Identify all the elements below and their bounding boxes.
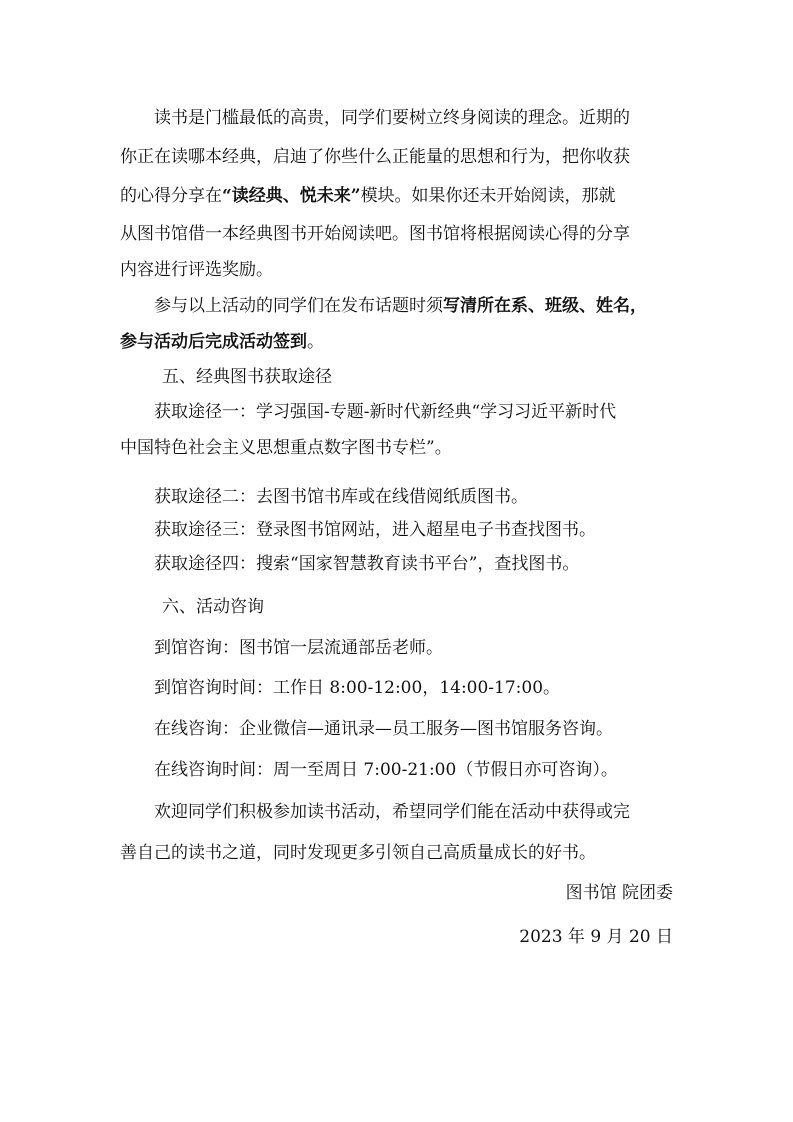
signature-date: 2023 年 9 月 20 日 [519,927,673,947]
consult-online-hours: 在线咨询时间：周一至周日 7:00-21:00（节假日亦可咨询）。 [154,760,618,780]
access-way-3: 获取途径三：登录图书馆网站，进入超星电子书查找图书。 [154,520,596,540]
access-way-1-line-1: 获取途径一：学习强国-专题-新时代新经典“学习习近平新时代 [154,402,617,422]
requirement-text: 参与活动后完成活动签到 [120,332,307,352]
section-5-heading: 五、经典图书获取途径 [162,367,332,387]
paragraph-1-text: 的心得分享在 [120,186,222,206]
paragraph-2-text: 。 [307,332,324,352]
paragraph-2-line-1 [120,294,680,318]
access-way-4: 获取途径四：搜索“国家智慧教育读书平台”，查找图书。 [154,554,580,574]
closing-line-1: 欢迎同学们积极参加读书活动，希望同学们能在活动中获得或完 [154,802,630,822]
paragraph-1-line-2: 你正在读哪本经典，启迪了你些什么正能量的思想和行为，把你收获 [120,147,630,167]
consult-in-person: 到馆咨询：图书馆一层流通部岳老师。 [154,638,443,658]
access-way-1-line-2: 中国特色社会主义思想重点数字图书专栏”。 [120,438,452,458]
paragraph-1-line-1: 读书是门槛最低的高贵，同学们要树立终身阅读的理念。近期的 [154,108,630,128]
paragraph-1-line-5: 内容进行评选奖励。 [120,260,273,280]
closing-line-2: 善自己的读书之道，同时发现更多引领自己高质量成长的好书。 [120,843,596,863]
module-name: “读经典、悦未来” [222,186,361,206]
paragraph-1-line-3 [120,184,680,208]
requirement-text: 写清所在系、班级、姓名， [443,296,647,316]
consult-in-person-hours: 到馆咨询时间：工作日 8:00-12:00，14:00-17:00。 [154,678,561,698]
paragraph-1-text: 模块。如果你还未开始阅读，那就 [360,186,616,206]
paragraph-2-line-2 [120,330,680,354]
paragraph-1-line-4: 从图书馆借一本经典图书开始阅读吧。图书馆将根据阅读心得的分享 [120,224,630,244]
access-way-2: 获取途径二：去图书馆书库或在线借阅纸质图书。 [154,487,528,507]
section-6-heading: 六、活动咨询 [162,597,264,617]
signature-organizations: 图书馆 院团委 [565,883,673,903]
paragraph-2-text: 参与以上活动的同学们在发布话题时须 [154,296,443,316]
consult-online: 在线咨询：企业微信—通讯录—员工服务—图书馆服务咨询。 [154,719,613,739]
